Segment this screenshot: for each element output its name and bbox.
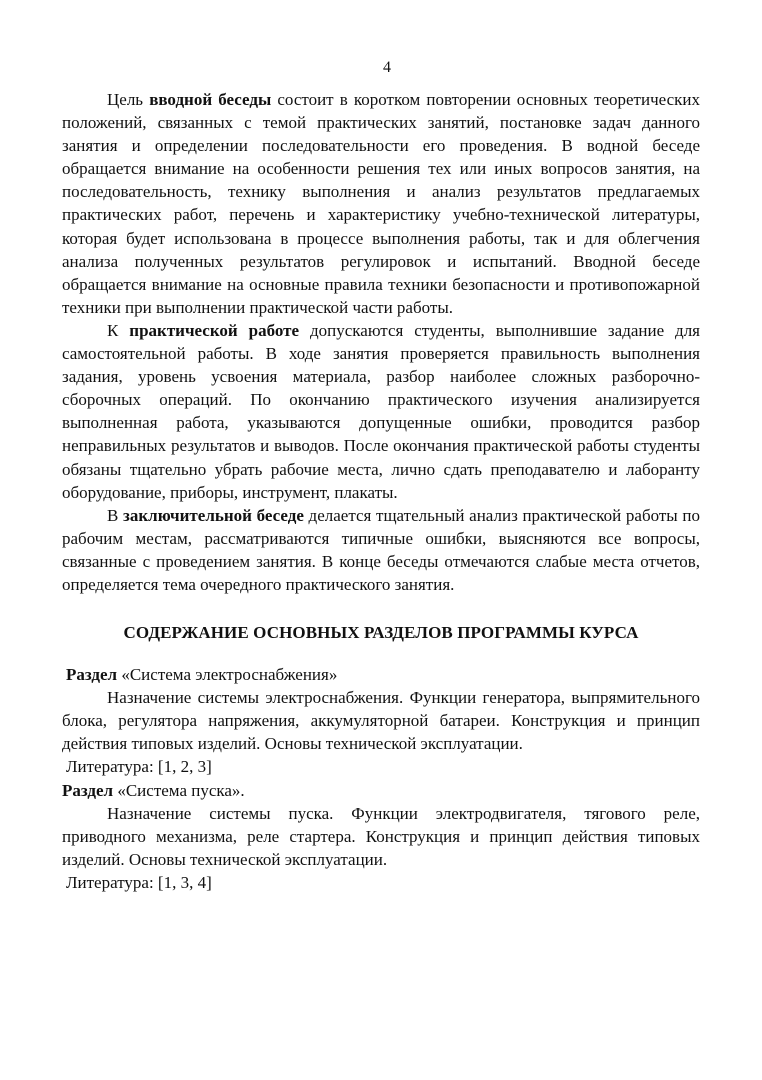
- section-label: Раздел: [62, 780, 114, 800]
- section-heading: СОДЕРЖАНИЕ ОСНОВНЫХ РАЗДЕЛОВ ПРОГРАММЫ КУРСА: [123, 623, 639, 643]
- paragraph-intro: [62, 88, 700, 319]
- practical-text: допускаются студенты, выполнившие задание для самостоятельной работы. В ходе занятия проверяется правильность выполнения задания, уровень усвоения материала, разбор наиболее сложных разборочно-сборочных операций. По окончанию практического изучения анализируется выполненная работа, указываются допущенные ошибки, проводится разбор неправильных результатов и выводов. После окончания практической работы студенты обязаны тщательно убрать рабочие места, лично сдать преподавателю и лаборанту оборудование, приборы, инструмент, плакаты.: [62, 320, 701, 502]
- literature-start: Литература: [1, 3, 4]: [66, 872, 212, 892]
- section-title-start: [62, 779, 700, 802]
- document-page: [62, 58, 700, 894]
- section-text-start: Назначение системы пуска. Функции электродвигателя, тягового реле, приводного механизма, реле стартера. Конструкция и принцип действия типовых изделий. Основы технической эксплуатации.: [62, 803, 700, 869]
- section-label: Раздел: [66, 665, 118, 685]
- paragraph-final: [62, 504, 700, 596]
- page-number: 4: [383, 59, 391, 76]
- section-name: «Система пуска».: [113, 780, 245, 800]
- section-name: «Система электроснабжения»: [117, 665, 338, 685]
- paragraph-practical: [62, 319, 700, 504]
- section-title-power: [62, 663, 700, 686]
- intro-text: состоит в коротком повторении основных теоретических положений, связанных с темой практических занятий, постановке задач данного занятия и определении последовательности его проведения. В водной беседе обращается внимание на особенности решения тех или иных вопросов занятия, на последовательность, технику выполнения и анализ результатов предлагаемых практических работ, перечень и характеристику учебно-технической литературы, которая будет использована в процессе выполнения работы, так и для облегчения анализа полученных результатов регулировок и испытаний. Вводной беседе обращается внимание на основные правила техники безопасности и противопожарной техники при выполнении практической части работы.: [62, 90, 701, 317]
- literature-power: Литература: [1, 2, 3]: [66, 757, 212, 777]
- final-lead: В: [107, 505, 124, 525]
- practical-lead: К: [107, 320, 130, 340]
- final-text: делается тщательный анализ практической работы по рабочим местам, рассматриваются типичные ошибки, выясняются все вопросы, связанные с проведением занятия. В конце беседы отмечаются слабые места отчетов, определяется тема очередного практического занятия.: [62, 505, 701, 594]
- final-bold-term: заключительной беседе: [123, 505, 304, 525]
- intro-bold-term: вводной беседы: [149, 90, 272, 109]
- practical-bold-term: практической работе: [129, 320, 300, 340]
- section-text-power: Назначение системы электроснабжения. Функции генератора, выпрямительного блока, регулятора напряжения, аккумуляторной батареи. Конструкция и принцип действия типовых изделий. Основы технической эксплуатации.: [62, 688, 700, 754]
- intro-lead: Цель: [107, 90, 150, 109]
